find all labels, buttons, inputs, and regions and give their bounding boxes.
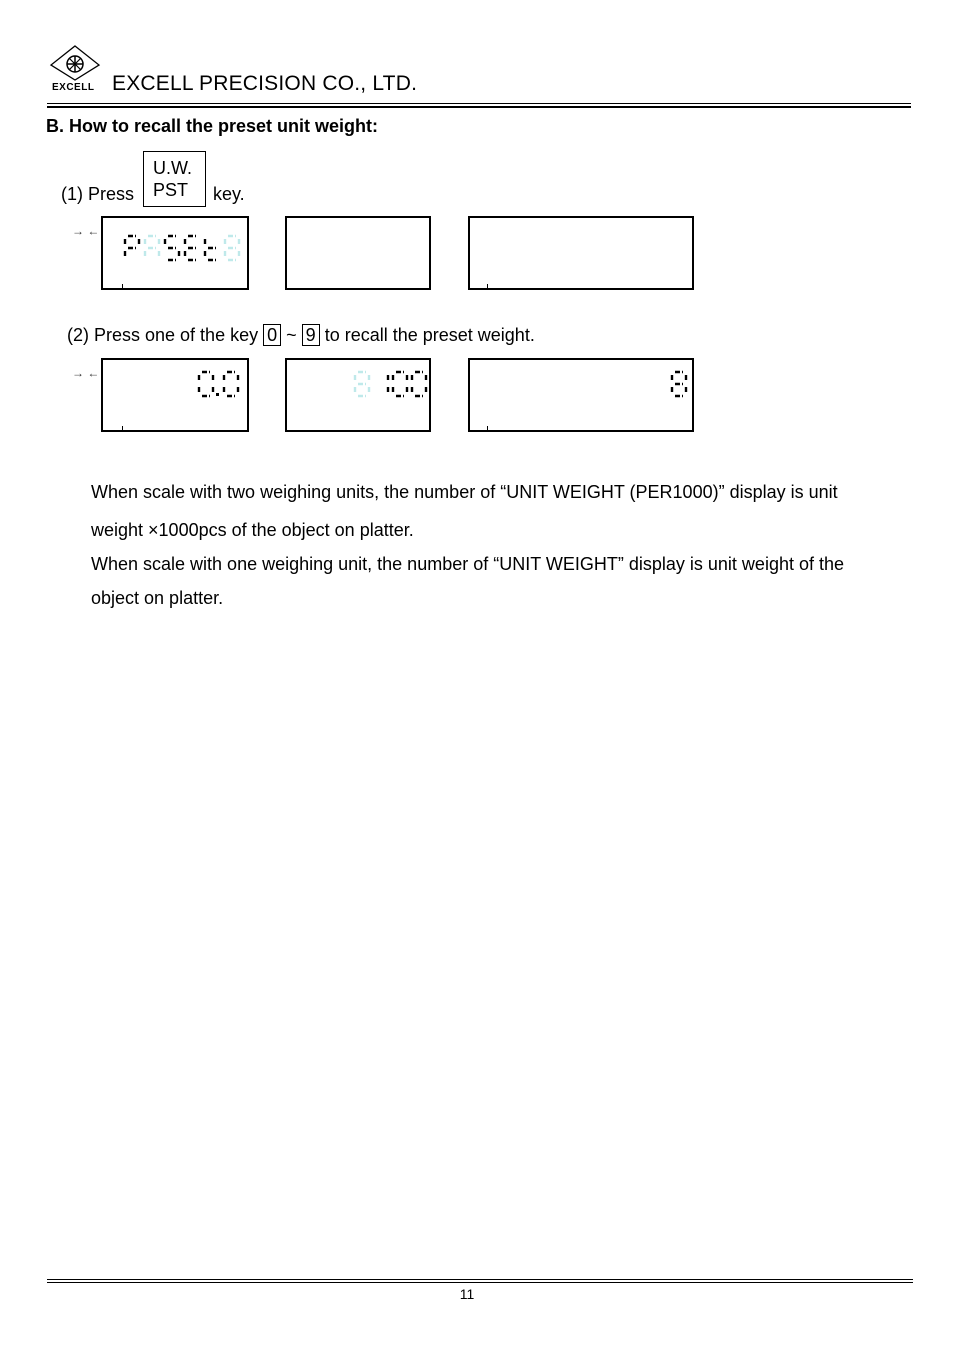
footer-rule [47,1279,913,1280]
key-label-line2: PST [153,180,189,200]
lcd-digit [412,372,426,396]
page-number: 11 [459,1286,475,1302]
note-line-2: weight ×1000pcs of the object on platter. [91,520,414,540]
lcd-decimal-point [216,393,219,396]
logo-wordmark: EXCELL [52,82,95,93]
key-9: 9 [302,324,320,346]
company-name: EXCELL PRECISION CO., LTD. [112,72,418,95]
footer-rule-2 [47,1282,913,1283]
lcd-digit [205,239,216,260]
lcd-digit [145,236,159,257]
key-label-line1: U.W. [153,158,192,178]
lcd-digit [672,372,686,396]
lcd-digit [224,372,238,396]
note-line-1: When scale with two weighing units, the number of “UNIT WEIGHT (PER1000)” display is unit [91,482,838,502]
tilde: ~ [286,325,297,345]
zero-tare-arrows-2: → ← [72,366,100,380]
step2-text [67,324,535,346]
lcd-digit [199,372,213,396]
display-tick [122,426,123,432]
step1-prefix: (1) Press [61,184,135,204]
step1-suffix: key. [213,184,245,204]
section-title: B. How to recall the preset unit weight: [46,116,379,136]
unit-weight-display-1 [285,216,431,290]
lcd-digit [355,372,369,396]
key-0: 0 [263,324,281,346]
display-tick [487,426,488,432]
lcd-digit [225,236,239,260]
display-tick [487,284,488,290]
unit-weight-display-2 [285,358,431,432]
count-display-2 [468,358,694,432]
note-line-4: object on platter. [91,588,224,608]
display-tick [122,284,123,290]
lcd-digit [185,236,196,260]
uw-pst-key [143,151,206,207]
step2-suffix: to recall the preset weight. [324,325,535,345]
weight-display-1 [101,216,249,290]
lcd-digit [125,236,139,257]
excell-logo [46,44,104,94]
header-rule-thick [47,106,911,108]
note-line-3: When scale with one weighing unit, the number of “UNIT WEIGHT” display is unit weight of the [91,554,845,574]
lcd-digit [393,372,407,396]
header-rule [47,103,911,104]
count-display-1 [468,216,694,290]
zero-tare-arrows: → ← [72,224,100,238]
step2-prefix: (2) Press one of the key [67,325,259,345]
weight-display-2 [101,358,249,432]
lcd-digit [165,236,179,260]
